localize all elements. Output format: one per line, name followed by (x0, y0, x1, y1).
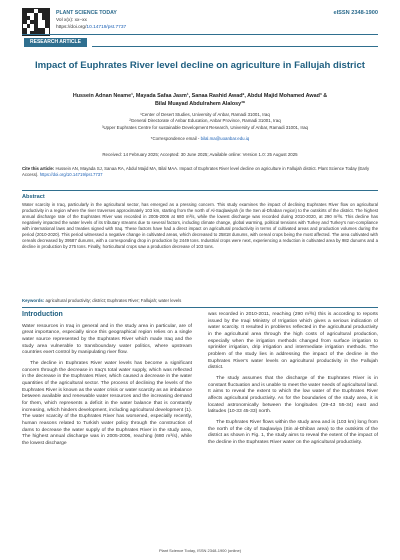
abstract-rule (22, 190, 378, 191)
citation-text: Hussein AN, Mayada SJ, Sanaa RA, Abdul Majid MA, Bilal MAA. Impact of Euphrates River level decline on agriculture in Fallujah district. Plant Science Today (Early Access). (22, 166, 370, 177)
body-column-right (208, 312, 378, 450)
introduction-heading: Introduction (22, 311, 63, 318)
doi-link[interactable]: 10.14719/pst.7737 (86, 25, 127, 30)
authors-line-2: Bilal Muayad Abdulrahem Alalosy³* (154, 101, 246, 107)
page-footer: Plant Science Today, ISSN 2348-1900 (online) (158, 548, 242, 553)
issn: eISSN 2348-1900 (333, 10, 378, 16)
affiliations (60, 112, 350, 131)
header-rule (22, 34, 378, 35)
intro-paragraph-4: The study assumes that the discharge of the Euphrates River is in constant fluctuation and is unable to meet the water needs of agricultural land. It aims to reveal the extent to which the low water of the Euphrates River affects agricultural productivity. As for the boundaries of the study area, it is located astronomically between the longitudes (29-43 55-34) east and latitudes (10-33 45-33) north. (208, 375, 378, 415)
doi-prefix: https://doi.org/ (56, 25, 87, 30)
article-title: Impact of Euphrates River level decline on agriculture in Fallujah district (34, 60, 365, 71)
intro-paragraph-3: was recorded in 2010-2011, reaching (290 m³/s) this is according to reports issued by the Iraqi Ministry of Irrigation which gives a serious indication of water scarcity. It resulted in problems reflected in the agricultural productivity in the agricultural area through the high costs of agricultural production, especially when the irrigation methods changed from surface irrigation to sprinkler irrigation, drip irrigation and intermediate irrigation methods. The problem of the study lies in addressing the impact of the decline in the Euphrates River's water levels on agricultural productivity in the Fallujah district. (208, 312, 378, 371)
correspondence-email[interactable]: bilal.ma@uoanbar.edu.iq (200, 136, 250, 141)
body-column-left (22, 312, 192, 451)
abstract-heading: Abstract (22, 194, 45, 200)
intro-paragraph-1: Water resources in Iraq in general and in the study area in particular, are of great importance, especially since this geographical region relies on a single water source represented by the Euphrates River which made Iraq and the study area vulnerable to transboundary water politics, where upstream countries exert control by manipulating river flow. (22, 323, 192, 356)
intro-paragraph-5: The Euphrates River flows within the study area and is (103 km) long from the north of the city of Saqlawiya (Sin al-Dhiban area) to the outskirts of the district as shown in Fig. 1, the study aims to reveal the extent of the impact of the decline in the Euphrates River water on the agricultural productivity. (208, 419, 378, 445)
citation-block (22, 166, 378, 178)
abstract-text: Water scarcity in Iraq, particularly in the agricultural sector, has emerged as a pressing concern. This study examines the impact of declining Euphrates River flow on agricultural productivity in a region where the river traverses approximately 103 km, starting from the north of Al-Saqlawiyah (in the Sen al-Dhaban region) to the outskirts of the district. The highest annual discharge rate of the Euphrates River was recorded in 2005-2006 at 680 m³/s, while the lowest discharge was recorded during 2010-2020, at 290 m³/s. This decline has negatively impacted the water levels of its tributary streams due to several factors, including climate change, global warming, political tensions with Turkey and Turkey's non-compliance with international laws and treaties signed with Iraq. These factors have had a direct impact on agricultural productivity in terms of cultivated areas and production volumes during the period (2010-2020). This period witnessed a negative change in cultivated areas, which decreased to 25818 dunums, with cereal crops being the most affected. The area cultivated with cereals decreased by 39587 dunums, with a corresponding drop in production by 2449 tons. Industrial crops were next, experiencing a reduction in cultivated area by 982 dunums and a decline in production by 275 tons. Finally, horticultural crops saw a production decrease of 103 tons. (22, 202, 378, 250)
keywords (22, 298, 378, 303)
keywords-label: Keywords: (22, 298, 45, 303)
citation-label: Cite this article: (22, 166, 55, 171)
journal-header (22, 8, 378, 54)
article-type-badge: RESEARCH ARTICLE (24, 38, 87, 47)
affiliation-2: ²General Directorate of Anbar Education, Anbar Province, Ramadi 31001, Iraq (129, 118, 281, 124)
authors-line-1: Hussein Adnan Neame¹, Mayada Safaa Jasm¹, Sanaa Rashid Awad², Abdul Majid Mohamed Awad³ & (72, 93, 328, 99)
qr-code-icon (22, 8, 50, 36)
correspondence (30, 136, 370, 141)
badge-rule (92, 38, 378, 47)
correspondence-label: *Correspondence email - (150, 136, 200, 141)
affiliation-3: ³Upper Euphrates Centre for sustainable Development Research, University of Anbar, Ramadi 31001, Iraq (102, 124, 308, 130)
citation-link[interactable]: https://doi.org/10.14719/pst.7737 (39, 172, 103, 177)
article-dates: Received: 14 February 2025; Accepted: 30 June 2025; Available online: Version 1.0: 25 August 2025 (102, 152, 298, 157)
intro-paragraph-2: The decline in Euphrates River water levels has become a significant concern through the decrease in Iraq's total water supply, which was reflected in the decrease in the Euphrates River, which caused a decrease in the water quantities of the agricultural sector. The process of declining the levels of the Euphrates River is known as the water crisis or water scarcity as an imbalance between available and renewable water resources and the increasing demand for them, which represents a deficit in the water balance that is constantly increasing, which hinders development, including agricultural development (1). The water scarcity of the Euphrates River has worsened, especially recently, human reasons related to Turkish water policy through the construction of dams to decrease the water supply of the Euphrates River in the study area, The highest annual discharge was in 2005-2006, reaching (680 m³/s), while the lowest discharge (22, 360, 192, 446)
author-list (30, 92, 370, 108)
keywords-text: agricultural productivity; district; Euphrates River; Fallujah; water levels (45, 298, 182, 303)
doi-line (56, 25, 126, 30)
journal-volume: Vol x(x): xx–xx (56, 18, 87, 23)
body-rule (22, 307, 378, 308)
affiliation-1: ¹Center of Desert Studies, University of Anbar, Ramadi 31001, Iraq (140, 112, 270, 117)
journal-name: PLANT SCIENCE TODAY (56, 10, 117, 16)
